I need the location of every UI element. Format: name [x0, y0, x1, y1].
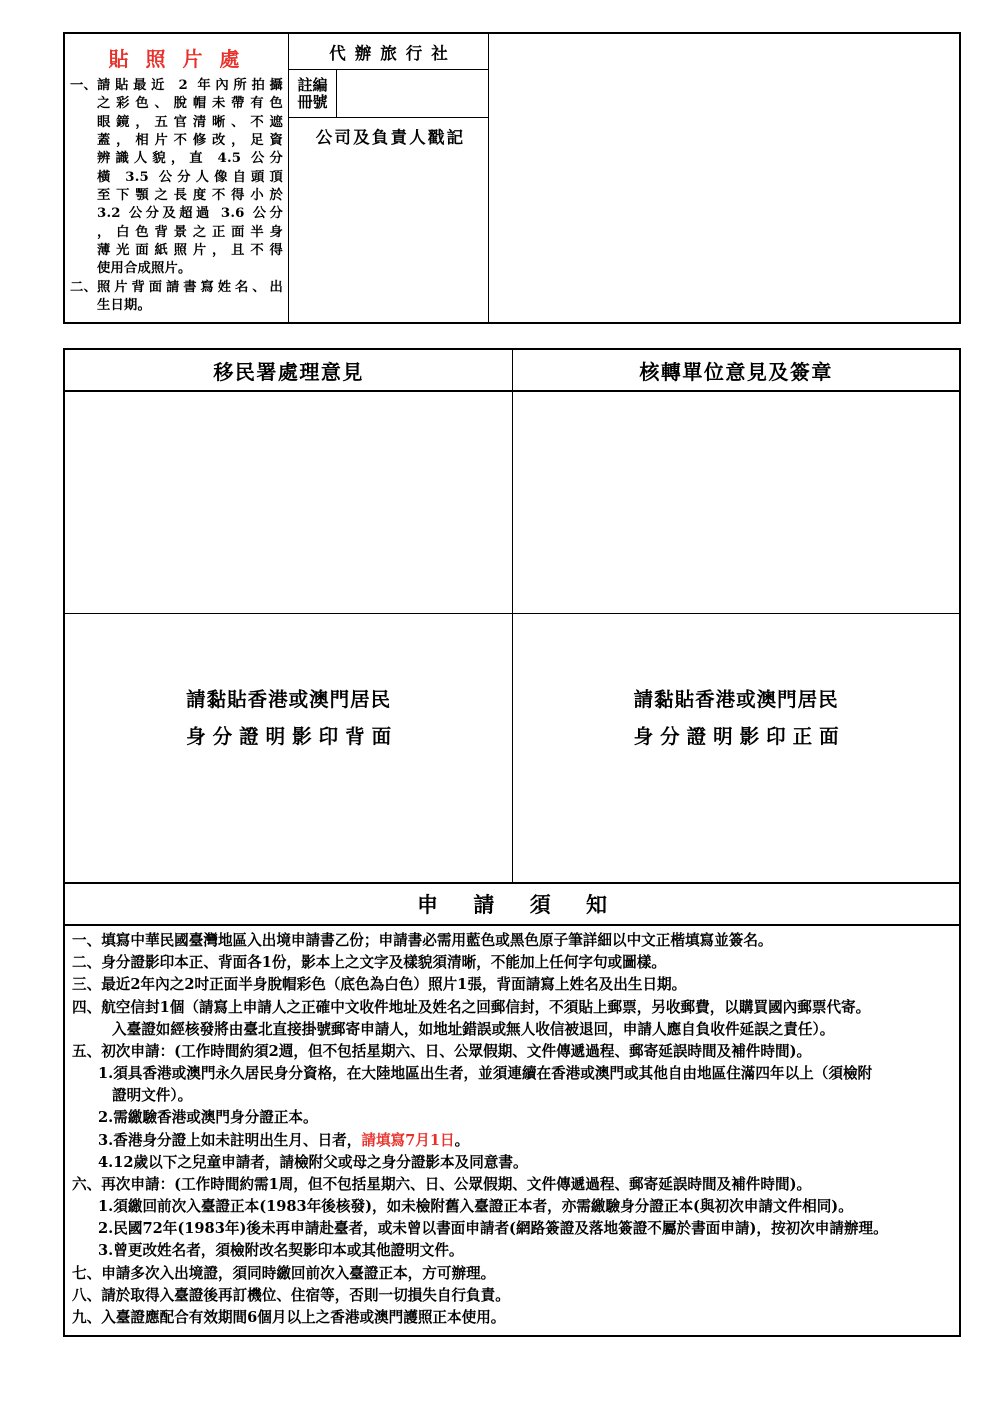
photo-paste-cell[interactable] — [65, 34, 289, 322]
notice-item-text: 再次申請：(工作時間約需1周，但不包括星期六、日、公眾假期、文件傳遞過程、郵寄延誤時間及補件時間)。 — [101, 1175, 812, 1193]
notice-item-number: 九、 — [72, 1308, 102, 1326]
photo-instruction-line: 橫 3.5 公分人像自頭頂 — [97, 169, 283, 185]
notice-subitem-text-tail: 。 — [454, 1131, 470, 1149]
notice-item-text: 最近2年內之2吋正面半身脫帽彩色（底色為白色）照片1張，背面請寫上姓名及出生日期。 — [101, 976, 687, 994]
photo-instruction-body — [97, 77, 283, 279]
notice-item-number: 二、 — [72, 954, 102, 972]
notice-item-text: 身分證影印本正、背面各1份，影本上之文字及樣貌須清晰，不能加上任何字句或圖樣。 — [101, 954, 666, 972]
id-paste-row — [65, 614, 959, 884]
agency-stamp-label: 公司及負責人戳記 — [315, 128, 466, 147]
notice-list — [65, 926, 959, 1335]
photo-instruction-line: 至下顎之長度不得小於 — [97, 188, 283, 204]
notice-item-text: 填寫中華民國臺灣地區入出境申請書乙份；申請書必需用藍色或黑色原子筆詳細以中文正楷填寫並簽名。 — [101, 932, 773, 949]
notice-item — [72, 1041, 951, 1063]
id-paste-back-line1: 請黏貼香港或澳門居民 — [186, 687, 392, 711]
notice-item — [72, 930, 951, 952]
notice-item-text: 請於取得入臺證後再訂機位、住宿等，否則一切損失自行負責。 — [101, 1286, 510, 1304]
notice-subitem — [72, 1218, 951, 1240]
notice-item — [72, 1285, 951, 1307]
notice-item-number: 八、 — [72, 1286, 102, 1304]
id-paste-back-text — [179, 684, 398, 749]
photo-and-agency-table — [63, 32, 961, 324]
photo-instruction-line: 照片背面請書寫姓名、出 — [97, 279, 283, 295]
notice-item-text: 申請多次入出境證，須同時繳回前次入臺證正本，方可辦理。 — [101, 1264, 496, 1282]
agency-stamp-area[interactable] — [289, 118, 488, 322]
notice-item-text: 航空信封1個（請寫上申請人之正確中文收件地址及姓名之回郵信封，不須貼上郵票，另收郵費，以購買國內郵票代寄。 — [101, 998, 871, 1016]
notice-subitem — [72, 1152, 951, 1174]
photo-instruction-line: 蓋，相片不修改，足資 — [97, 133, 283, 149]
photo-instruction-line: 3.2 公分及超過 3.6 公分 — [97, 206, 283, 222]
notice-subitem-text-plain: 香港身分證上如未註明出生月、日者， — [113, 1131, 362, 1149]
notice-item-number: 三、 — [72, 976, 102, 994]
notice-subitem-text: 須繳回前次入臺證正本(1983年後核發)，如未檢附舊入臺證正本者，亦需繳驗身分證正本(與初次申請文件相同)。 — [113, 1198, 853, 1216]
notice-subitem — [72, 1196, 951, 1218]
notice-subitem-text: 曾更改姓名者，須檢附改名契影印本或其他證明文件。 — [113, 1242, 464, 1260]
review-opinion-row — [65, 392, 959, 614]
photo-instruction-line: 生日期。 — [97, 298, 151, 314]
notice-item — [72, 974, 951, 996]
notice-subitem-continuation: 證明文件）。 — [112, 1087, 193, 1105]
review-header-row — [65, 350, 959, 392]
notice-subitem-text: 須具香港或澳門永久居民身分資格，在大陸地區出生者，並須連續在香港或澳門或其他自由地區住滿四年以上（須檢附 — [113, 1065, 873, 1083]
id-paste-back-area[interactable] — [65, 614, 513, 882]
immigration-opinion-field[interactable] — [65, 392, 513, 613]
photo-instruction-line: 請貼最近 2 年內所拍攝 — [97, 78, 283, 93]
agency-registration-input[interactable] — [337, 70, 488, 117]
notice-item-number: 七、 — [72, 1264, 102, 1282]
travel-agency-cell — [289, 34, 489, 322]
photo-instruction-number: 二、 — [70, 279, 97, 295]
notice-subitem-number: 3. — [98, 1242, 114, 1260]
notice-item — [72, 952, 951, 974]
photo-instruction-line: ，白色背景之正面半身 — [97, 224, 283, 240]
notice-item — [72, 1307, 951, 1329]
notice-subitem-text: 需繳驗香港或澳門身分證正本。 — [113, 1109, 318, 1127]
travel-agency-title: 代辦旅行社 — [289, 34, 488, 70]
notice-item — [72, 997, 951, 1019]
photo-instruction-line: 之彩色、脫帽未帶有色 — [97, 96, 283, 112]
id-paste-front-area[interactable] — [513, 614, 959, 882]
id-paste-front-line1: 請黏貼香港或澳門居民 — [633, 687, 839, 711]
notice-subitem — [72, 1063, 951, 1085]
id-paste-front-line2: 身分證明影印正面 — [633, 724, 846, 748]
notice-subitem — [72, 1130, 951, 1152]
notice-subitem-number: 3. — [98, 1131, 114, 1149]
agency-registration-label-line1: 註編 — [297, 75, 328, 94]
notice-item-number: 六、 — [72, 1175, 102, 1193]
agency-registration-label-line2: 冊號 — [297, 92, 328, 111]
photo-paste-title: 貼 照 片 處 — [108, 47, 245, 71]
notice-subitem-number: 1. — [98, 1198, 114, 1216]
review-and-notice-table — [63, 348, 961, 1337]
notice-subitem-number: 1. — [98, 1065, 114, 1083]
photo-instruction-line: 薄光面紙照片，且不得 — [97, 243, 283, 259]
notice-item-number: 五、 — [72, 1042, 102, 1060]
notice-subitem-text: 民國72年(1983年)後未再申請赴臺者，或未曾以書面申請者(網路簽證及落地簽證不屬於書面申請)，按初次申請辦理。 — [113, 1220, 888, 1238]
notice-subitem-text: 12歲以下之兒童申請者，請檢附父或母之身分證影本及同意書。 — [113, 1153, 528, 1171]
photo-instructions — [70, 77, 283, 315]
photo-instruction-item — [70, 279, 283, 316]
photo-instruction-line: 使用合成照片。 — [97, 261, 192, 277]
notice-item-text: 初次申請：(工作時間約須2週，但不包括星期六、日、公眾假期、文件傳遞過程、郵寄延誤時間及補件時間)。 — [101, 1042, 812, 1060]
notice-subitem-number: 2. — [98, 1220, 114, 1238]
header-immigration-opinion: 移民署處理意見 — [65, 350, 513, 390]
notice-item-continuation: 入臺證如經核發將由臺北直接掛號郵寄申請人，如地址錯誤或無人收信被退回，申請人應自負收件延誤之責任）。 — [112, 1020, 835, 1038]
top-right-blank-cell[interactable] — [489, 34, 959, 322]
photo-instruction-item — [70, 77, 283, 279]
id-paste-front-text — [627, 684, 846, 749]
notice-subitem — [72, 1107, 951, 1129]
photo-instruction-line: 眼鏡，五官清晰、不遮 — [97, 114, 283, 130]
header-approval-unit-opinion: 核轉單位意見及簽章 — [639, 359, 833, 384]
approval-unit-opinion-field[interactable] — [513, 392, 959, 613]
notice-subitem-text-highlight: 請填寫7月1日 — [361, 1131, 455, 1149]
notice-subitem-number: 2. — [98, 1109, 114, 1127]
notice-subitem — [72, 1240, 951, 1262]
notice-item — [72, 1174, 951, 1196]
agency-registration-row — [289, 70, 488, 118]
notice-title: 申 請 須 知 — [65, 884, 959, 926]
agency-registration-label — [289, 70, 337, 117]
notice-item-number: 四、 — [72, 998, 102, 1016]
photo-instruction-body — [97, 279, 283, 316]
notice-item — [72, 1263, 951, 1285]
notice-subitem-number: 4. — [98, 1153, 114, 1171]
notice-subitem-text — [113, 1130, 951, 1152]
id-paste-back-line2: 身分證明影印背面 — [186, 724, 399, 748]
notice-item-number: 一、 — [72, 932, 102, 949]
photo-instruction-line: 辨識人貌，直 4.5 公分 — [97, 151, 283, 167]
photo-instruction-number: 一、 — [70, 78, 97, 93]
notice-item-text: 入臺證應配合有效期間6個月以上之香港或澳門護照正本使用。 — [101, 1308, 506, 1326]
